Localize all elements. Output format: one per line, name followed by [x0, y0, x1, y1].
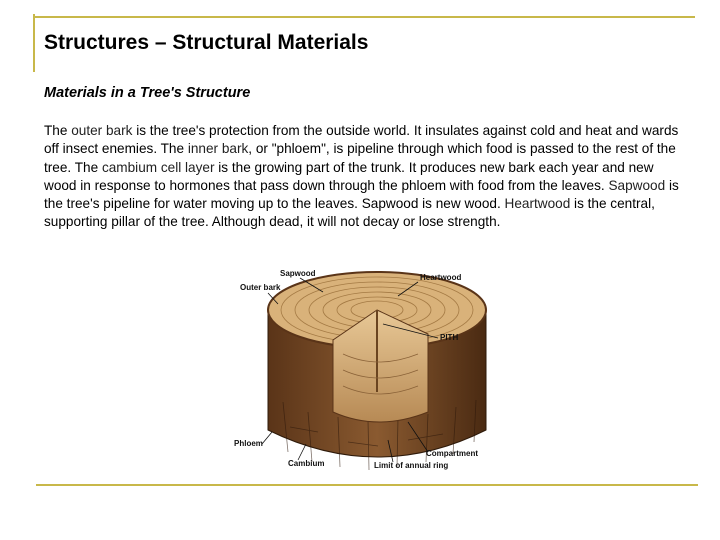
- slide-subtitle: Materials in a Tree's Structure: [44, 85, 251, 101]
- label-pith: PITH: [440, 333, 459, 342]
- body-text-segment: is the tree's protection from the outside world. It insulates against cold and heat and wards off insect enemies. The: [44, 123, 679, 157]
- label-compartment: Compartment: [426, 449, 479, 458]
- body-text-segment: is the tree's pipeline for water moving up to the leaves. Sapwood is new wood.: [44, 177, 679, 212]
- label-outer-bark: Outer bark: [240, 283, 281, 292]
- label-heartwood: Heartwood: [420, 273, 462, 282]
- term-sapwood: Sapwood: [608, 177, 666, 193]
- term-outer-bark: outer bark: [71, 123, 133, 138]
- term-inner-bark: inner bark: [187, 141, 249, 157]
- label-cambium: Cambium: [288, 459, 325, 468]
- label-limit-annual-ring: Limit of annual ring: [374, 461, 449, 470]
- label-phloem: Phloem: [234, 439, 263, 448]
- body-text-segment: , or "phloem", is pipeline through which food is passed to the rest of the tree. The: [44, 141, 676, 175]
- accent-bottom-line: [36, 484, 698, 486]
- body-text-segment: The: [44, 123, 72, 138]
- accent-top-line: [33, 16, 695, 18]
- slide-title: Structures – Structural Materials: [44, 31, 369, 54]
- accent-vertical-line: [33, 14, 35, 72]
- label-sapwood: Sapwood: [280, 269, 316, 278]
- term-heartwood: Heartwood: [504, 196, 571, 212]
- body-text-segment: is the growing part of the trunk. It produces new bark each year and new wood in response to hormones that pass down through the phloem with food from the leaves.: [44, 159, 654, 193]
- body-text-segment: is the central, supporting pillar of the tree. Although dead, it will not decay or lose strength.: [44, 196, 655, 230]
- body-paragraph: [44, 122, 684, 232]
- term-cambium: cambium cell layer: [101, 159, 215, 175]
- tree-trunk-diagram: [228, 262, 518, 474]
